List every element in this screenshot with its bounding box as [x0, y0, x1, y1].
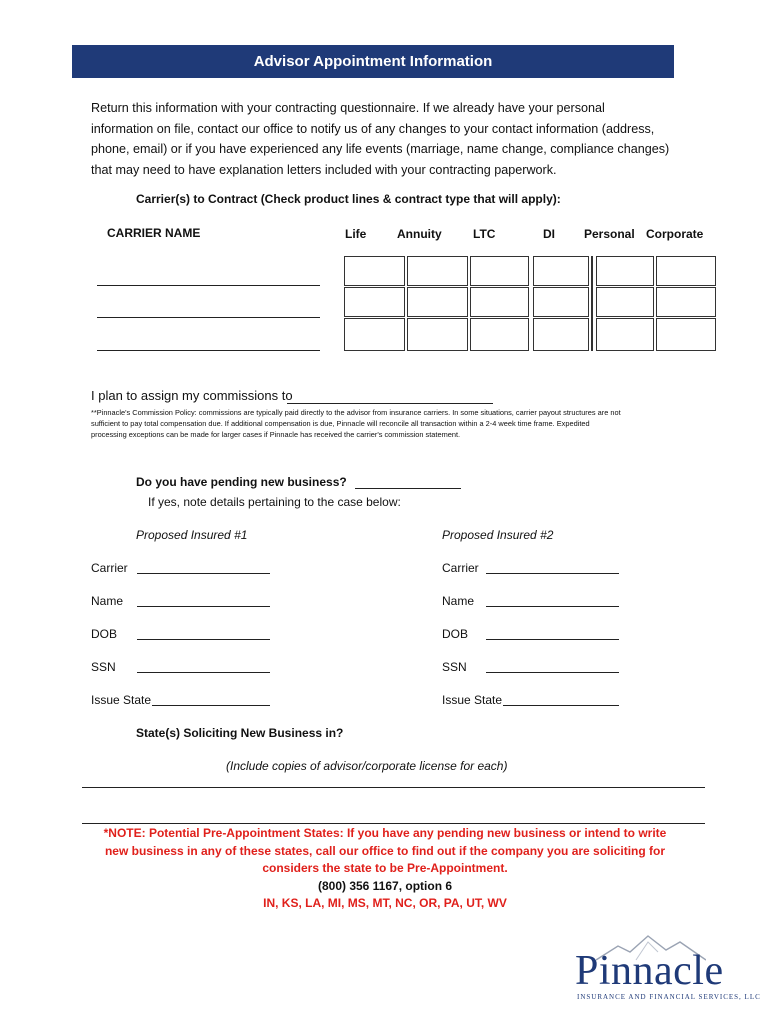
carrier-name-field-2[interactable]: [97, 317, 320, 318]
insured2-dob-label: DOB: [442, 627, 469, 641]
proposed-insured-2-title: Proposed Insured #2: [442, 528, 554, 542]
checkbox-life-row1[interactable]: [344, 256, 405, 286]
company-logo-tagline: INSURANCE AND FINANCIAL SERVICES, LLC: [577, 993, 761, 1001]
pre-appointment-state-list: IN, KS, LA, MI, MS, MT, NC, OR, PA, UT, WV: [263, 896, 507, 911]
insured2-issue-state-field[interactable]: [503, 705, 619, 706]
notice-line: considers the state to be Pre-Appointment.: [262, 861, 508, 876]
commission-policy: [91, 407, 671, 440]
office-phone: (800) 356 1167, option 6: [317, 878, 453, 893]
insured2-ssn-field[interactable]: [486, 672, 619, 673]
insured1-dob-field[interactable]: [137, 639, 270, 640]
notice-line: new business in any of these states, call our office to find out if the company you are soliciting for: [104, 843, 666, 858]
column-personal: Personal: [584, 227, 635, 241]
pending-business-instruction: If yes, note details pertaining to the case below:: [148, 495, 401, 509]
insured2-name-field[interactable]: [486, 606, 619, 607]
insured1-name-label: Name: [91, 594, 124, 608]
carrier-name-field-3[interactable]: [97, 350, 320, 351]
form-title: Advisor Appointment Information: [253, 53, 493, 70]
checkbox-di-row1[interactable]: [533, 256, 589, 286]
insured1-ssn-label: SSN: [91, 660, 116, 674]
intro-line: that may need to have explanation letters included with your contracting paperwork.: [91, 162, 557, 177]
states-license-note: (Include copies of advisor/corporate license for each): [226, 759, 508, 773]
pending-business-answer-field[interactable]: [355, 488, 461, 489]
intro-line: phone, email) or if you have experienced any life events (marriage, name change, compliance changes): [91, 142, 670, 156]
checkbox-ltc-row2[interactable]: [470, 287, 529, 317]
insured1-issue-state-field[interactable]: [152, 705, 270, 706]
column-life: Life: [345, 227, 367, 241]
policy-line: **Pinnacle's Commission Policy: commissions are typically paid directly to the advisor from insurance carriers. In some situations, carrier payout structures are not: [91, 408, 621, 417]
form-title-banner: [72, 45, 674, 78]
commissions-assignee-field[interactable]: [287, 403, 493, 404]
column-annuity: Annuity: [397, 227, 442, 241]
insured2-issue-state-label: Issue State: [442, 693, 503, 707]
checkbox-annuity-row3[interactable]: [407, 318, 468, 351]
checkbox-annuity-row1[interactable]: [407, 256, 468, 286]
checkbox-ltc-row1[interactable]: [470, 256, 529, 286]
insured2-carrier-field[interactable]: [486, 573, 619, 574]
carrier-name-header: CARRIER NAME: [107, 226, 201, 240]
checkbox-personal-row3[interactable]: [596, 318, 654, 351]
carrier-name-field-1[interactable]: [97, 285, 320, 286]
intro-line: information on file, contact our office to notify us of any changes to your contact information (address,: [91, 121, 655, 136]
commissions-label: I plan to assign my commissions to: [91, 388, 293, 403]
insured1-dob-label: DOB: [91, 627, 118, 641]
checkbox-corporate-row2[interactable]: [656, 287, 716, 317]
checkbox-ltc-row3[interactable]: [470, 318, 529, 351]
policy-line: processing exceptions can be made for larger cases if Pinnacle has received the carrier's commission statement.: [91, 430, 461, 439]
insured1-issue-state-label: Issue State: [91, 693, 152, 707]
insured1-ssn-field[interactable]: [137, 672, 270, 673]
divider: [82, 823, 705, 824]
states-input-line[interactable]: [82, 787, 705, 788]
checkbox-corporate-row3[interactable]: [656, 318, 716, 351]
checkbox-personal-row2[interactable]: [596, 287, 654, 317]
pending-business-question: Do you have pending new business?: [136, 475, 347, 489]
insured1-name-field[interactable]: [137, 606, 270, 607]
company-logo-name: Pinnacle: [575, 948, 724, 994]
insured1-carrier-label: Carrier: [91, 561, 128, 575]
checkbox-personal-row1[interactable]: [596, 256, 654, 286]
checkbox-di-row2[interactable]: [533, 287, 589, 317]
grid-separator: [591, 256, 593, 351]
checkbox-life-row3[interactable]: [344, 318, 405, 351]
checkbox-life-row2[interactable]: [344, 287, 405, 317]
checkbox-corporate-row1[interactable]: [656, 256, 716, 286]
insured2-carrier-label: Carrier: [442, 561, 479, 575]
checkbox-annuity-row2[interactable]: [407, 287, 468, 317]
insured2-name-label: Name: [442, 594, 475, 608]
column-corporate: Corporate: [646, 227, 704, 241]
intro-paragraph: [91, 98, 681, 180]
policy-line: sufficient to pay total compensation due. If additional compensation is due, Pinnacle will reconcile all transaction within a 2-4 week time frame. Expedited: [91, 419, 590, 428]
insured2-dob-field[interactable]: [486, 639, 619, 640]
carriers-heading: Carrier(s) to Contract (Check product lines & contract type that will apply):: [136, 192, 561, 206]
notice-line: *NOTE: Potential Pre-Appointment States: If you have any pending new business or intend to write: [103, 826, 667, 840]
insured1-carrier-field[interactable]: [137, 573, 270, 574]
column-di: DI: [543, 227, 555, 241]
insured2-ssn-label: SSN: [442, 660, 467, 674]
states-heading: State(s) Soliciting New Business in?: [136, 726, 344, 740]
intro-line: Return this information with your contracting questionnaire. If we already have your personal: [91, 101, 605, 115]
checkbox-di-row3[interactable]: [533, 318, 589, 351]
pre-appointment-notice: [82, 825, 688, 913]
column-ltc: LTC: [473, 227, 496, 241]
proposed-insured-1-title: Proposed Insured #1: [136, 528, 248, 542]
